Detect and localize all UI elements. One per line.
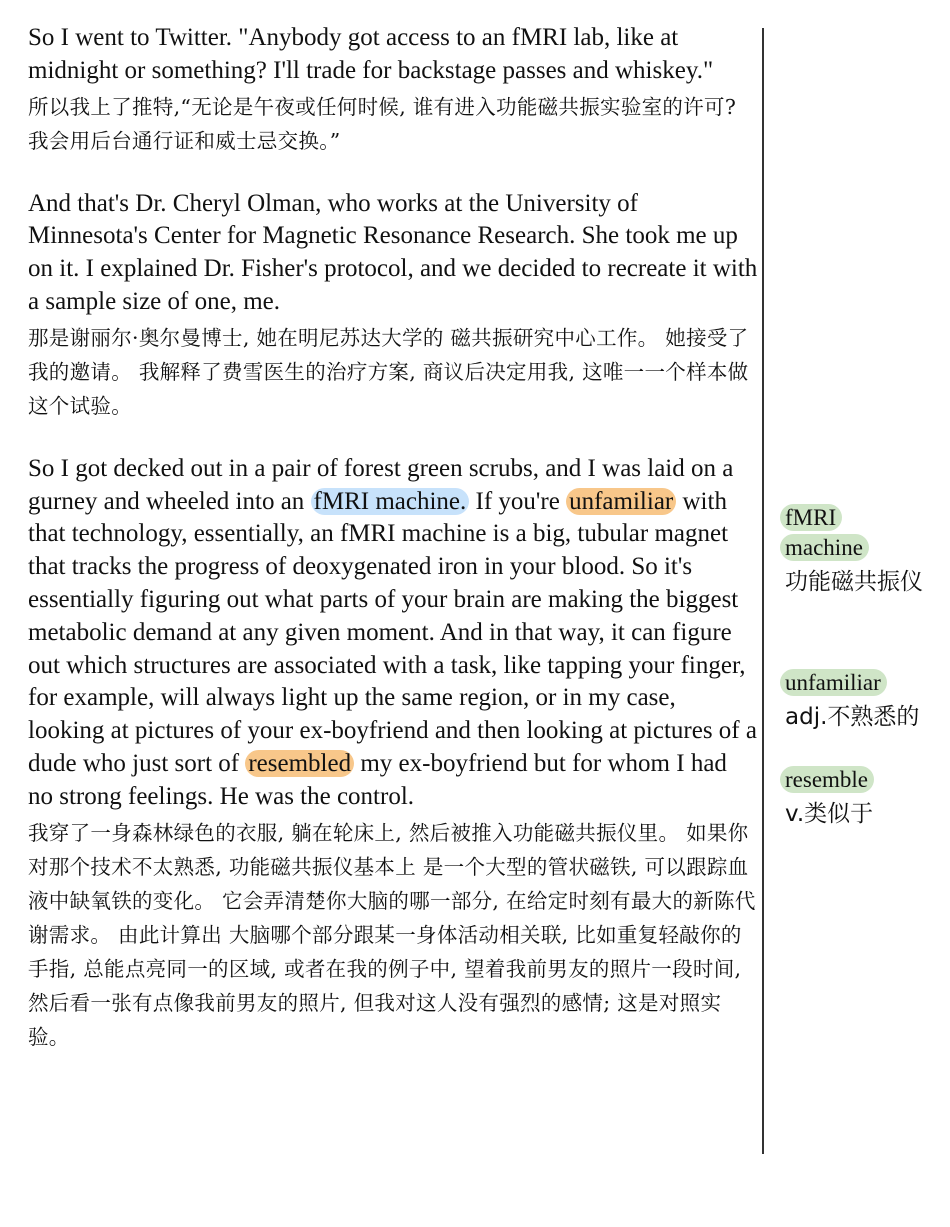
text-segment: my ex-boyfriend but for whom I had no strong feelings. He was the control.	[28, 749, 727, 810]
glossary-term: unfamiliar	[780, 668, 945, 698]
highlighted-word-unfamiliar[interactable]: unfamiliar	[566, 488, 676, 515]
glossary-term: fMRI machine	[780, 503, 860, 563]
english-text	[28, 453, 758, 814]
paragraph-2	[28, 188, 758, 423]
english-text: So I went to Twitter. "Anybody got access to an fMRI lab, like at midnight or something? I'll trade for backstage passes and whiskey."	[28, 24, 714, 84]
glossary-definition: v.类似于	[785, 801, 874, 827]
glossary-definition: adj.不熟悉的	[785, 704, 920, 730]
highlighted-word-resembled[interactable]: resembled	[245, 750, 354, 777]
chinese-translation: 所以我上了推特,“无论是午夜或任何时候, 谁有进入功能磁共振实验室的许可? 我会用后台通行证和威士忌交换。”	[28, 94, 737, 153]
chinese-translation: 我穿了一身森林绿色的衣服, 躺在轮床上, 然后被推入功能磁共振仪里。 如果你对那个技术不太熟悉, 功能磁共振仪基本上 是一个大型的管状磁铁, 可以跟踪血液中缺氧铁的变化。 它会弄清楚你大脑的哪一部分, 在给定时刻有最大的新陈代谢需求。 由此计算出 大脑哪个部分跟某一身体活动相关联, 比如重复轻敲你的手指, 总能点亮同一的区域, 或者在我的例子中, 望着我前男友的照片一段时间, 然后看一张有点像我前男友的照片, 但我对这人没有强烈的感情; 这是对照实验。	[28, 820, 756, 1049]
text-segment: with that technology, essentially, an fMRI machine is a big, tubular magnet that tracks the progress of deoxygenated iron in your blood. So it's essentially figuring out what parts of your brain are making the biggest metabolic demand at any given moment. And in that way, it can figure out which structures are associated with a task, like tapping your finger, for example, will always light up the same region, or in my case, looking at pictures of your ex-boyfriend and then looking at pictures of a dude who just sort of	[28, 487, 757, 777]
glossary-entry-fmri-machine[interactable]	[780, 503, 945, 599]
column-divider	[762, 28, 764, 1154]
english-text: And that's Dr. Cheryl Olman, who works at the University of Minnesota's Center for Magnetic Resonance Research. She took me up on it. I explained Dr. Fisher's protocol, and we decided to recreate it with a sample size of one, me.	[28, 189, 758, 315]
chinese-translation: 那是谢丽尔·奥尔曼博士, 她在明尼苏达大学的 磁共振研究中心工作。 她接受了我的邀请。 我解释了费雪医生的治疗方案, 商议后决定用我, 这唯一一个样本做这个试验。	[28, 325, 749, 418]
paragraph-1	[28, 22, 758, 158]
text-segment: If you're	[469, 487, 567, 515]
glossary-definition: 功能磁共振仪	[785, 569, 923, 595]
highlighted-word-fmri-machine[interactable]: fMRI machine.	[311, 488, 470, 515]
glossary-entry-resemble[interactable]	[780, 765, 945, 831]
text-segment: So I got decked out in a pair of forest green scrubs, and I was laid on a gurney and wheeled into an	[28, 454, 734, 515]
glossary-entry-unfamiliar[interactable]	[780, 668, 945, 734]
paragraph-3	[28, 453, 758, 1054]
transcript-column	[28, 22, 758, 1084]
glossary-term: resemble	[780, 765, 945, 795]
